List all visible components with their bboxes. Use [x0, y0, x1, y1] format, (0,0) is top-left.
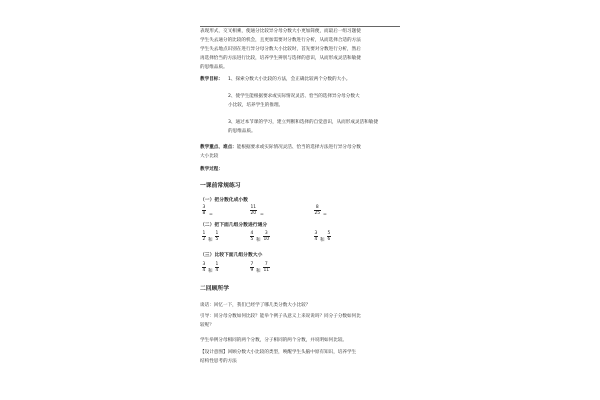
review-line: 引导：同分母分数如何比较？能举个例子从意义上来说说吗？同分子分数如何比	[200, 314, 361, 319]
exercise-row	[200, 231, 400, 249]
fraction: 5 6	[327, 231, 331, 243]
intro-line: 再选择恰当的方法进行比较，培养学生辨别与选择的意识，从而形成灵活和敏捷	[200, 56, 361, 61]
fraction: 4 5	[250, 231, 254, 243]
section-title: 二回顾所学	[200, 286, 229, 292]
and-word: 和	[320, 237, 325, 243]
intro-line: 学生失去通分的比较的机会，且更加需要对分数进行分析，从而选择合适的方法	[200, 38, 361, 43]
equals-sign: =	[260, 212, 264, 217]
section-title: 一课前常规练习	[200, 183, 241, 189]
focus-line: 大小比较	[200, 154, 219, 159]
fraction: 3 10	[263, 231, 270, 243]
exercise-title: （一）把分数化成小数	[200, 198, 248, 203]
intro-line: 表现形式，交叉相乘，使通分比较异分母分数大小更加简便，而最后一组习题使	[200, 29, 361, 34]
fraction: 3 4	[202, 262, 206, 274]
exercise-row	[200, 262, 400, 280]
goal-item-3: 3、通过本节课的学习，建立判断和选择的自觉意识，从而形成灵活和敏捷	[228, 120, 378, 125]
focus-line	[200, 144, 400, 152]
goal-item-3: 的思维品质。	[228, 129, 256, 134]
equals-sign: =	[209, 212, 213, 217]
process-label: 教学过程：	[200, 167, 223, 172]
focus-text: 能根据要求或实际情况灵活、恰当的选择方法进行异分母分数	[236, 145, 361, 150]
review-line: 学生举例分母相同的两个分数，分子相同的两个分数，并说明如何比较。	[200, 338, 348, 343]
fraction: 8 25	[314, 205, 321, 217]
goal-item-2: 2、使学生能根据要求或实际情况灵活、恰当的选择异分母分数大	[228, 94, 360, 99]
header-rule	[200, 26, 400, 27]
goal-label: 教学目标：	[200, 77, 223, 82]
design-note-line: 结构性思考的方法	[200, 359, 237, 364]
intro-line: 学生失去地点识别在进行异分母分数大小比较时，首先要对分数进行分析，然后	[200, 47, 361, 52]
review-line: 较呢？	[200, 323, 214, 328]
and-word: 和	[208, 268, 213, 274]
goal-item-1: 1、探索分数大小比较的方法，会正确比较两个分数的大小。	[228, 77, 351, 82]
fraction: 7 9	[250, 262, 254, 274]
and-word: 和	[256, 268, 261, 274]
review-line: 谈话：回忆一下，我们已经学了哪几类分数大小比较？	[200, 303, 311, 308]
fraction: 11 20	[250, 205, 257, 217]
intro-line: 的思维品质。	[200, 65, 228, 70]
focus-label: 教学重点、难点：	[200, 145, 237, 150]
goal-item-2: 小比较，培养学生的推理。	[228, 103, 284, 108]
document-page	[200, 0, 400, 400]
fraction: 1 2	[202, 231, 206, 243]
and-word: 和	[256, 237, 261, 243]
design-note-line: 【设计意图】回顾分数大小比较的类型，唤醒学生头脑中原有知识，培养学生	[200, 350, 357, 355]
exercise-title: （二）把下面几组分数进行通分	[200, 223, 268, 228]
equals-sign: =	[323, 212, 327, 217]
exercise-row	[200, 205, 400, 223]
exercise-title: （三）比较下面几组分数大小	[200, 253, 263, 258]
and-word: 和	[208, 237, 213, 243]
fraction: 7 11	[263, 262, 270, 274]
fraction: 1 5	[215, 231, 219, 243]
fraction: 3 4	[314, 231, 318, 243]
fraction: 1 4	[215, 262, 219, 274]
fraction: 3 8	[202, 205, 206, 217]
